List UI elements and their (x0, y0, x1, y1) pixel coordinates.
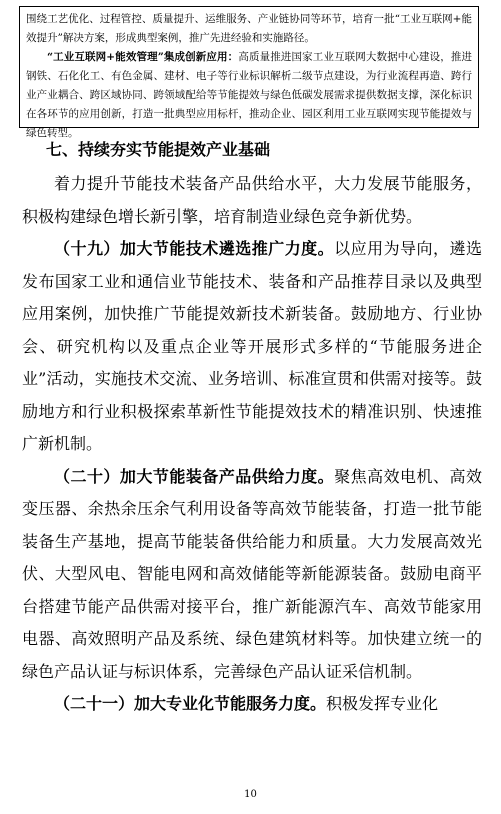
paragraph-20 (22, 461, 482, 689)
paragraph-19 (22, 233, 482, 461)
section-heading: 七、持续夯实节能提效产业基础 (46, 140, 271, 159)
paragraph-title: （二十）加大节能装备产品供给力度。 (54, 466, 335, 486)
box-item-title: “工业互联网+能效管理”集成创新应用： (47, 51, 239, 63)
box-item (26, 48, 472, 143)
document-body (22, 168, 482, 721)
paragraph-text: 以应用为导向，遴选发布国家工业和通信业节能技术、装备和产品推荐目录以及典型应用案例，加快推广节能提效新技术新装备。鼓励地方、行业协会、研究机构以及重点企业等开展形式多样的“节能服务进企业”活动，实施技术交流、业务培训、标准宣贯和供需对接等。鼓励地方和行业积极探索革新性节能提效技术的精准识别、快速推广新机制。 (22, 239, 482, 453)
page-number: 10 (244, 789, 257, 800)
paragraph-21 (22, 688, 482, 721)
box-continuation: 围绕工艺优化、过程管控、质量提升、运维服务、产业链协同等环节，培育一批“工业互联网+能效提升”解决方案，形成典型案例，推广先进经验和实施路径。 (26, 13, 472, 44)
case-box (19, 6, 479, 139)
paragraph-text: 聚焦高效电机、高效变压器、余热余压余气利用设备等高效节能装备，打造一批节能装备生产基地，提高节能装备供给能力和质量。大力发展高效光伏、大型风电、智能电网和高效储能等新能源装备。鼓励电商平台搭建节能产品供需对接平台，推广新能源汽车、高效节能家用电器、高效照明产品及系统、绿色建筑材料等。加快建立统一的绿色产品认证与标识体系，完善绿色产品认证采信机制。 (22, 466, 482, 681)
paragraph-title: （二十一）加大专业化节能服务力度。 (54, 694, 327, 713)
paragraph-title: （十九）加大节能技术遴选推广力度。 (54, 239, 335, 258)
section-intro: 着力提升节能技术装备产品供给水平，大力发展节能服务，积极构建绿色增长新引擎，培育制造业绿色竞争新优势。 (22, 174, 482, 226)
paragraph-text: 积极发挥专业化 (326, 694, 439, 713)
box-item-text: 高质量推进国家工业互联网大数据中心建设，推进钢铁、石化化工、有色金属、建材、电子等行业标识解析二级节点建设，为行业流程再造、跨行业产业耦合、跨区域协同、跨领域配给等节能提效与绿色低碳发展需求提供数据支撑，深化标识在各环节的应用创新，打造一批典型应用标杆，推动企业、园区利用工业互联网实现节能提效与绿色转型。 (26, 51, 472, 139)
